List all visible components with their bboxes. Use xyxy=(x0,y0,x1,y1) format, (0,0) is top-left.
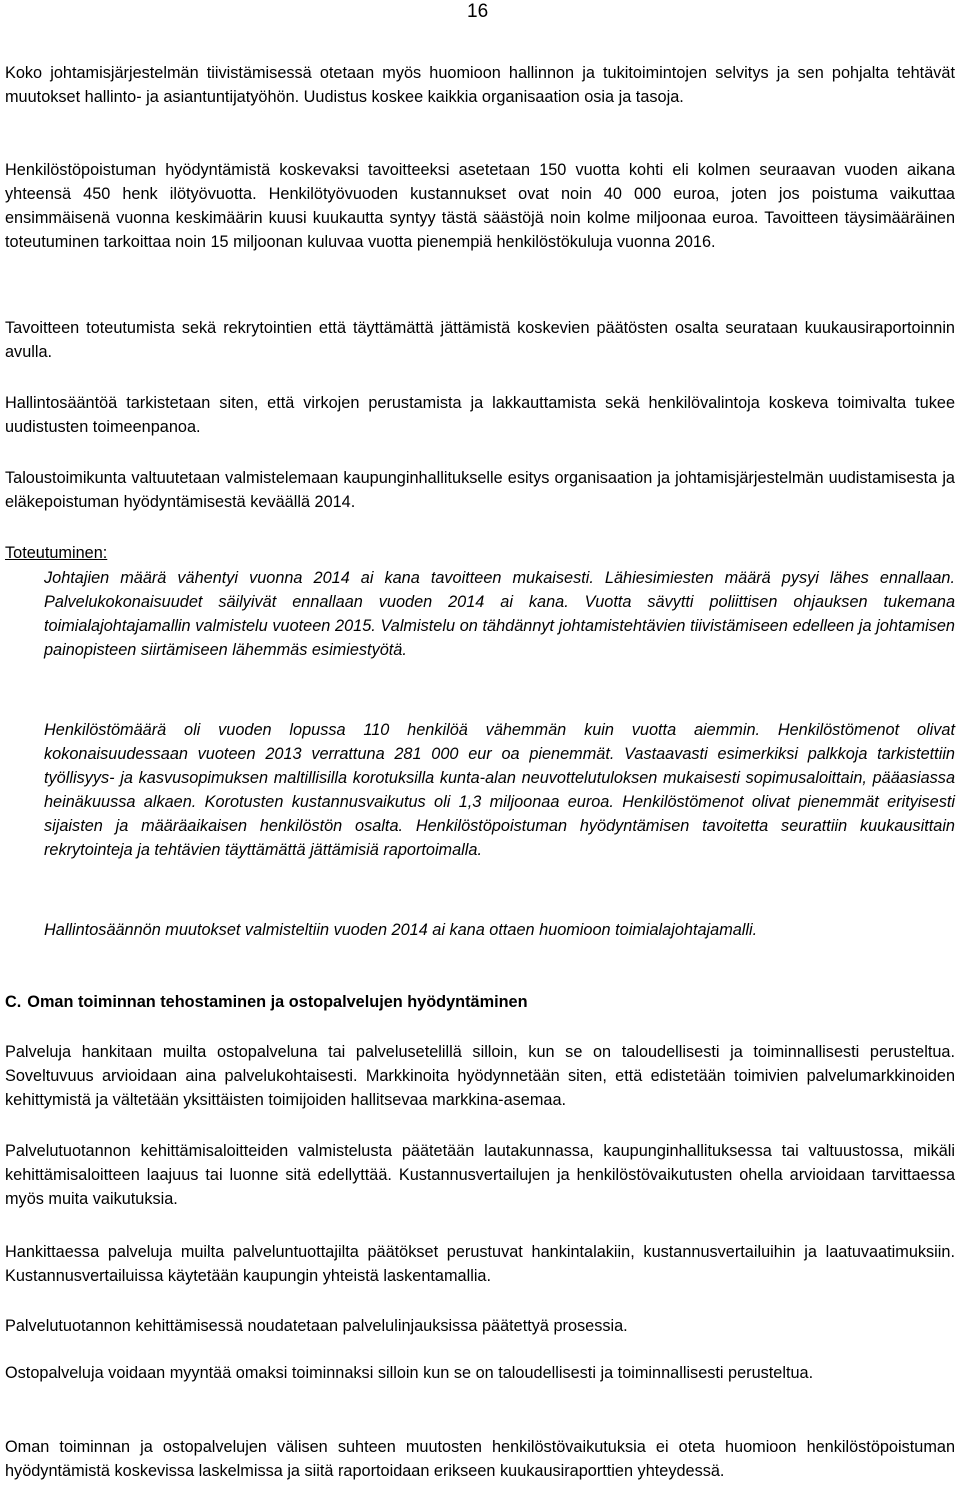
page-number: 16 xyxy=(467,1,489,22)
paragraph-ostopalveluja: Ostopalveluja voidaan myyntää omaksi toiminnaksi silloin kun se on taloudellisesti ja toiminnallisesti perusteltua. xyxy=(5,1364,814,1382)
paragraph-tavoitteen-toteutuminen: Tavoitteen toteutumista sekä rekrytointien että täyttämättä jättämistä koskevien päätösten osalta seurataan kuukausiraportoinnin avulla. xyxy=(5,319,955,361)
section-c-letter: C. xyxy=(5,993,22,1011)
paragraph-henkilostopoistuma: Henkilöstöpoistuman hyödyntämistä koskevaksi tavoitteeksi asetetaan 150 vuotta kohti eli kolmen seuraavan vuoden aikana yhteensä 450 henk ilötyövuotta. Henkilötyövuoden kustannukset ovat noin 40 000 euroa, joten jos poistuma vaikuttaa ensimmäisenä vuonna keskimäärin kuusi kuukautta syntyy tästä säästöjä noin kolme miljoonaa euroa. Tavoitteen täysimääräinen toteutuminen tarkoittaa noin 15 miljoonan kuluvaa vuotta pienempiä henkilöstökuluja vuonna 2016. xyxy=(5,161,955,251)
paragraph-kehittamisaloitteet: Palvelutuotannon kehittämisaloitteiden valmistelusta päätetään lautakunnassa, kaupunginhallituksessa tai valtuustossa, mikäli kehittämisaloitteen laajuus tai luonne sitä edellyttää. Kustannusvertailujen ja henkilöstövaikutusten ohella arvioidaan tarvittaessa myös muita vaikutuksia. xyxy=(5,1142,955,1208)
toteutuminen-paragraph-henkilostomaara: Henkilöstömäärä oli vuoden lopussa 110 henkilöä vähemmän kuin vuotta aiemmin. Henkilöstömenot olivat kokonaisuudessaan vuoteen 2013 verrattuna 281 000 eur oa pienemmät. Vastaavasti esimerkiksi palkkoja tarkistettiin työllisyys- ja kasvusopimuksen maltillisilla korotuksilla kunta-alan neuvottelutuloksen mukaisesti sopimusaloittain, pääasiassa heinäkuussa alkaen. Korotusten kustannusvaikutus oli 1,3 miljoonaa euroa. Henkilöstömenot olivat pienemmät erityisesti sijaisten ja määräaikaisen henkilöstön osalta. Henkilöstöpoistuman hyödyntämisen tavoitetta seurattiin kuukausittain rekrytointeja ja tehtävien täyttämättä jättämisiä raportoimalla. xyxy=(44,721,955,859)
paragraph-henkilostovaikutukset: Oman toiminnan ja ostopalvelujen välisen suhteen muutosten henkilöstövaikutuksia ei oteta huomioon henkilöstöpoistuman hyödyntämistä koskevissa laskelmissa ja siitä raportoidaan erikseen kuukausiraporttien yhteydessä. xyxy=(5,1438,955,1480)
section-c-heading xyxy=(5,990,534,1014)
toteutuminen-paragraph-johtajat: Johtajien määrä vähentyi vuonna 2014 ai kana tavoitteen mukaisesti. Lähiesimiesten määrä pysyi lähes ennallaan. Palvelukokonaisuudet säilyivät ennallaan vuoden 2014 ai kana. Vuotta sävytti poliittisen ohjauksen tukemana toimialajohtajamallin valmistelu vuoteen 2015. Valmistelu on tähdännyt johtamistehtävien tiivistämiseen edelleen ja johtamisen painopisteen siirtämiseen lähemmäs esimiestyötä. xyxy=(44,569,955,659)
paragraph-kehittamisprosessi: Palvelutuotannon kehittämisessä noudatetaan palvelulinjauksissa päätettyä prosessia. xyxy=(5,1317,628,1335)
toteutuminen-paragraph-hallintosaanto: Hallintosäännön muutokset valmisteltiin vuoden 2014 ai kana ottaen huomioon toimialajohtajamalli. xyxy=(44,921,758,939)
toteutuminen-heading: Toteutuminen: xyxy=(5,544,108,562)
paragraph-hallintosaanto: Hallintosääntöä tarkistetaan siten, että virkojen perustamista ja lakkauttamista sekä henkilövalintoja koskeva toimivalta tukee uudistusten toimeenpanoa. xyxy=(5,394,955,436)
section-c-title: Oman toiminnan tehostaminen ja ostopalvelujen hyödyntäminen xyxy=(27,993,528,1011)
paragraph-palveluja-hankitaan: Palveluja hankitaan muilta ostopalveluna tai palvelusetelillä silloin, kun se on taloudellisesti ja toiminnallisesti perusteltua. Soveltuvuus arvioidaan aina palvelukohtaisesti. Markkinoita hyödynnetään siten, että edistetään toimivien palvelumarkkinoiden kehittymistä ja vältetään yksittäisten toimijoiden hallitsevaa markkina-asemaa. xyxy=(5,1043,955,1109)
paragraph-johtamisjarjestelma: Koko johtamisjärjestelmän tiivistämisessä otetaan myös huomioon hallinnon ja tukitoimintojen selvitys ja sen pohjalta tehtävät muutokset hallinto- ja asiantuntijatyöhön. Uudistus koskee kaikkia organisaation osia ja tasoja. xyxy=(5,64,955,106)
paragraph-hankittaessa: Hankittaessa palveluja muilta palveluntuottajilta päätökset perustuvat hankintalakiin, kustannusvertailuihin ja laatuvaatimuksiin. Kustannusvertailuissa käytetään kaupungin yhteistä laskentamallia. xyxy=(5,1243,955,1285)
paragraph-taloustoimikunta: Taloustoimikunta valtuutetaan valmistelemaan kaupunginhallitukselle esitys organisaation ja johtamisjärjestelmän uudistamisesta ja eläkepoistuman hyödyntämisestä keväällä 2014. xyxy=(5,469,955,511)
